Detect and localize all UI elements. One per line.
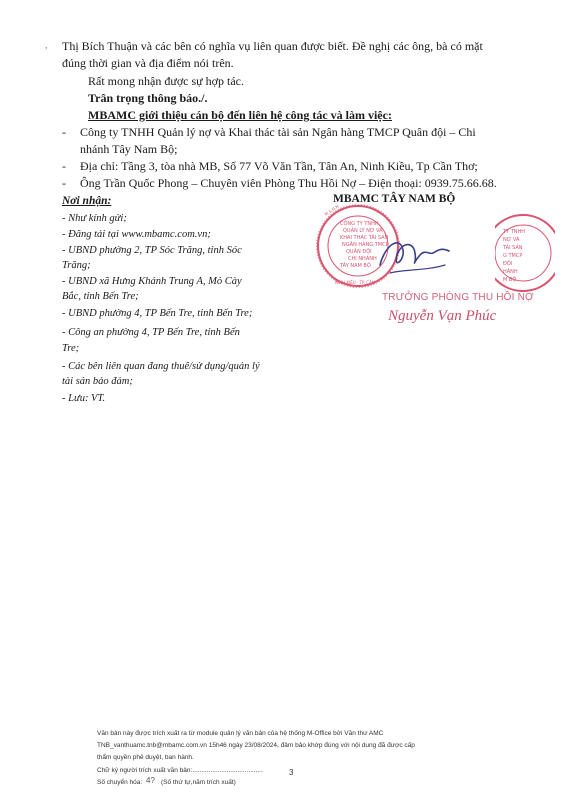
svg-text:QUÂN ĐỘI: QUÂN ĐỘI: [346, 249, 372, 255]
recipient-item: - Lưu: VT.: [62, 393, 106, 404]
svg-text:* * *: * * *: [369, 206, 380, 216]
footer-conversion-note: (Số thứ tự,năm trích xuất): [161, 779, 236, 786]
svg-text:NỢ VÀ: NỢ VÀ: [503, 237, 520, 243]
bullet-address: Địa chỉ: Tầng 3, tòa nhà MB, Số 77 Võ Văn Tần, Tân An, Ninh Kiều, Tp Cần Thơ;: [80, 159, 478, 173]
recipient-item: - Đăng tải tại www.mbamc.com.vn;: [62, 229, 211, 240]
svg-text:TÂY NAM BỘ: TÂY NAM BỘ: [340, 263, 371, 269]
footer-conversion-label: Số chuyển hóa:: [97, 779, 143, 786]
body-line-1: Thị Bích Thuận và các bên có nghĩa vụ liên quan được biết. Đề nghị các ông, bà có mặt: [62, 39, 483, 53]
handwritten-signature: [375, 225, 455, 285]
bullet-dash-1: -: [62, 125, 66, 139]
footer-signature-line: Chữ ký người trích xuất văn bản:.......................................: [97, 767, 263, 774]
svg-text:TY TNHH: TY TNHH: [503, 229, 526, 235]
bullet-company-line-1: Công ty TNHH Quản lý nợ và Khai thác tài sản Ngân hàng TMCP Quân đội – Chi: [80, 125, 476, 139]
svg-text:KHAI THÁC TÀI SẢN: KHAI THÁC TÀI SẢN: [340, 235, 389, 241]
recipient-item: - UBND xã Hưng Khánh Trung A, Mỏ Cày: [62, 276, 242, 287]
recipient-item-cont: Tre;: [62, 343, 80, 354]
signer-position: TRƯỞNG PHÒNG THU HỒI NỢ: [382, 292, 534, 303]
recipient-item-cont: tài sản bảo đảm;: [62, 376, 133, 387]
contact-heading: MBAMC giới thiệu cán bộ đến liên hệ công tác và làm việc:: [88, 108, 392, 122]
bullet-contact-person: Ông Trần Quốc Phong – Chuyên viên Phòng Thu Hồi Nợ – Điện thoại: 0939.75.66.68.: [80, 176, 497, 190]
svg-text:M BỘ: M BỘ: [503, 277, 517, 283]
footer-line-2: TNB_vanthuamc.tnb@mbamc.com.vn 15h46 ngày 23/08/2024, đảm bảo khớp đúng với nội dung đã được cấp: [97, 742, 415, 749]
margin-mark: ,: [45, 40, 48, 51]
secondary-seal: [495, 205, 555, 300]
bullet-dash-2: -: [62, 159, 66, 173]
recipient-item: - UBND phường 2, TP Sóc Trăng, tỉnh Sóc: [62, 245, 242, 256]
svg-text:TÀI SẢN: TÀI SẢN: [503, 245, 523, 251]
svg-text:ĐỘI: ĐỘI: [503, 261, 513, 267]
recipient-item-cont: Bắc, tỉnh Bến Tre;: [62, 291, 139, 302]
svg-text:CÔNG TY TNHH: CÔNG TY TNHH: [340, 221, 379, 227]
svg-text:QUẢN LÝ NỢ VÀ: QUẢN LÝ NỢ VÀ: [343, 228, 383, 234]
svg-text:G TMCP: G TMCP: [503, 253, 523, 259]
recipient-item: - Công an phường 4, TP Bến Tre, tỉnh Bến: [62, 327, 240, 338]
footer-line-3: thẩm quyền phê duyệt, ban hành.: [97, 754, 194, 761]
recipient-item: - Các bên liên quan đang thuê/sử dụng/quản lý: [62, 361, 260, 372]
signature-org: MBAMC TÂY NAM BỘ: [333, 193, 456, 205]
handwritten-number: 4?: [146, 776, 155, 785]
bullet-dash-3: -: [62, 176, 66, 190]
svg-text:M.S.D.N: M.S.D.N: [323, 203, 340, 217]
recipient-item-cont: Trăng;: [62, 260, 91, 271]
signer-name: Nguyễn Vạn Phúc: [388, 308, 497, 324]
recipient-item: - UBND phường 4, TP Bến Tre, tỉnh Bến Tre;: [62, 308, 253, 319]
recipients-title: Nơi nhận:: [62, 195, 112, 207]
bullet-company-line-2: nhánh Tây Nam Bộ;: [80, 142, 178, 156]
body-line-3: Rất mong nhận được sự hợp tác.: [88, 74, 245, 88]
page-number: 3: [289, 768, 294, 777]
footer-line-1: Văn bản này được trích xuất ra từ module quản lý văn bản của hệ thống M-Office bởi Văn thư AMC: [97, 730, 384, 737]
svg-text:CHI NHÁNH: CHI NHÁNH: [348, 256, 377, 262]
recipient-item: - Như kính gửi;: [62, 213, 127, 224]
svg-text:HÁNH: HÁNH: [503, 269, 518, 275]
closing-line: Trân trọng thông báo./.: [88, 91, 208, 105]
svg-text:NINH KIỀU · TP. CẦN: NINH KIỀU · TP. CẦN: [335, 280, 375, 285]
body-line-2: đúng thời gian và địa điểm nói trên.: [62, 56, 234, 70]
svg-text:NGÂN HÀNG TMCP: NGÂN HÀNG TMCP: [342, 242, 389, 248]
